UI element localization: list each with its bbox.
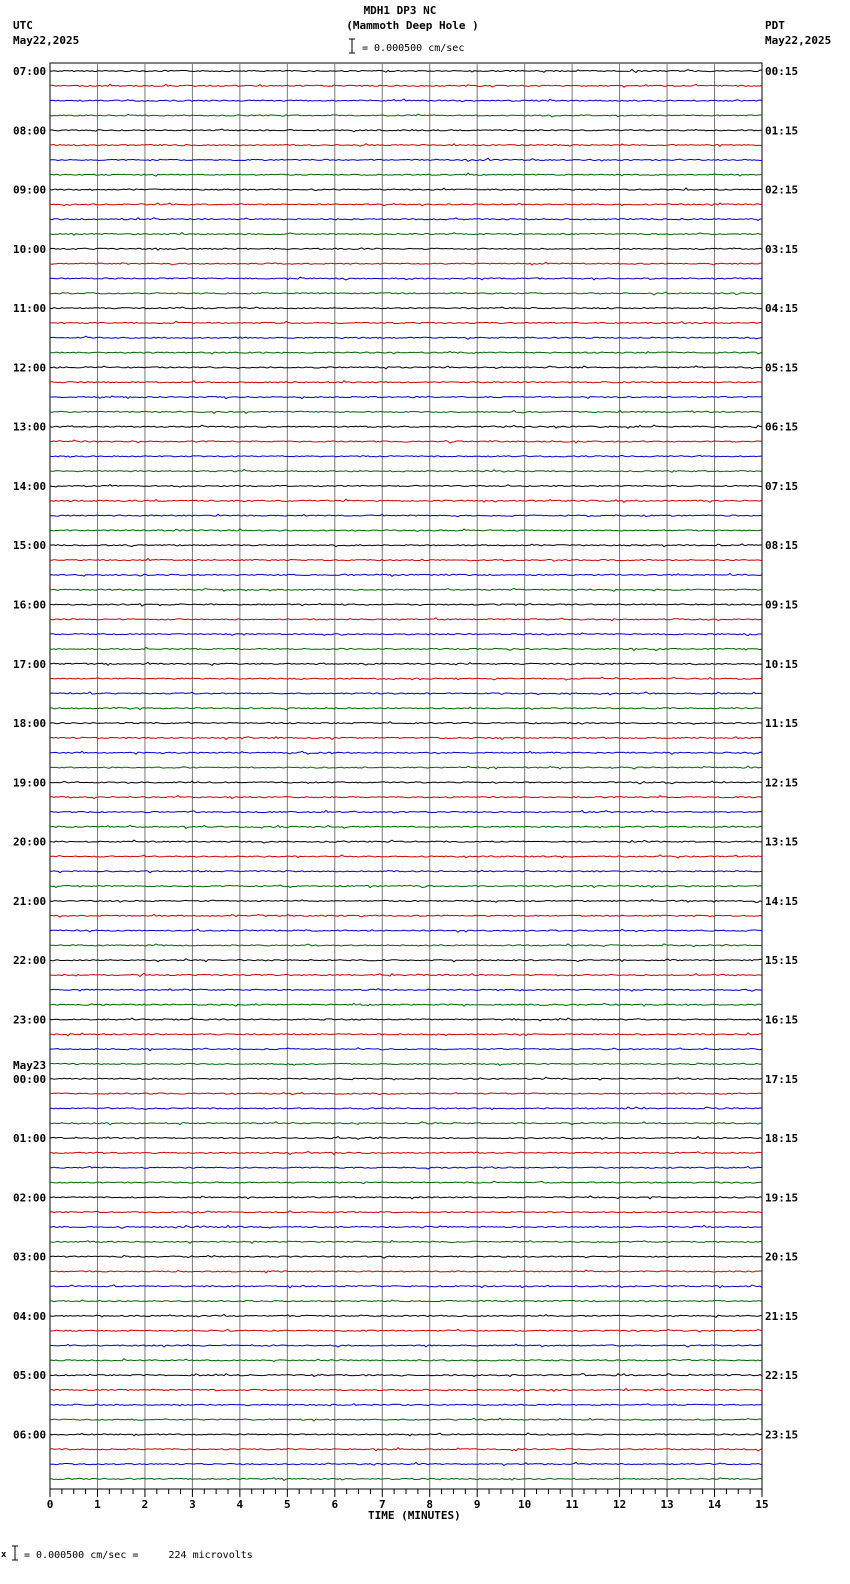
trace-line [50,158,762,161]
trace-line [50,1092,762,1094]
hour-label-pdt: 10:15 [765,657,799,671]
pdt-date: May22,2025 [765,34,832,47]
hour-label-utc: 09:00 [13,183,47,197]
trace-line [50,1463,762,1466]
hour-label-utc: 15:00 [13,539,47,553]
utc-label: UTC [13,19,33,32]
trace-line [50,914,762,917]
trace-line [50,1166,762,1169]
hour-label-utc: 11:00 [13,302,47,316]
x-tick-label: 15 [755,1498,769,1511]
trace-line [50,1404,762,1406]
hour-label-pdt: 12:15 [765,776,799,790]
hour-label-utc: 00:00 [13,1072,47,1086]
trace-line [50,99,762,102]
trace-line [50,1003,762,1006]
hour-label-pdt: 17:15 [765,1072,799,1086]
scale-text: = 0.000500 cm/sec [362,43,465,54]
trace-line [50,425,762,428]
date-change-label: May23 [13,1058,47,1072]
pdt-label: PDT [765,19,785,32]
trace-line [50,973,762,976]
hour-label-pdt: 02:15 [765,183,799,197]
x-tick-label: 14 [707,1498,722,1511]
footer-scale-text: = 0.000500 cm/sec = 224 microvolts [24,1550,253,1561]
trace-line [50,677,762,680]
trace-line [50,321,762,323]
trace-line [50,203,762,206]
hour-label-utc: 17:00 [13,657,47,671]
x-tick-label: 7 [378,1498,386,1511]
trace-line [50,1151,762,1154]
trace-line [50,233,762,236]
hour-label-pdt: 05:15 [765,361,799,375]
hour-label-pdt: 23:15 [765,1428,799,1442]
station-name: (Mammoth Deep Hole ) [346,19,479,32]
trace-line [50,544,762,547]
station-title: MDH1 DP3 NC [363,4,437,17]
hour-label-pdt: 21:15 [765,1309,799,1323]
trace-line [50,381,762,383]
trace-line [50,248,762,250]
trace-line [50,796,762,799]
trace-line [50,336,762,339]
trace-line [50,1122,762,1125]
hour-label-pdt: 19:15 [765,1191,799,1205]
trace-line [50,1359,762,1362]
xaxis-label: TIME (MINUTES) [368,1509,461,1522]
hour-label-utc: 19:00 [13,776,47,790]
trace-line [50,410,762,413]
trace-line [50,885,762,888]
trace-line [50,692,762,695]
trace-line [50,1211,762,1214]
hour-label-utc: 08:00 [13,124,47,138]
trace-line [50,514,762,517]
trace-line [50,1344,762,1347]
hour-label-utc: 05:00 [13,1369,47,1383]
hour-label-utc: 22:00 [13,954,47,968]
trace-line [50,1270,762,1273]
hour-label-utc: 03:00 [13,1250,47,1264]
trace-line [50,1300,762,1302]
trace-line [50,129,762,132]
trace-line [50,470,762,473]
hour-label-utc: 20:00 [13,835,47,849]
trace-line [50,1448,762,1451]
trace-line [50,69,762,72]
hour-label-pdt: 04:15 [765,302,799,316]
trace-line [50,604,762,607]
x-tick-label: 0 [46,1498,54,1511]
trace-line [50,870,762,873]
hour-label-pdt: 16:15 [765,1013,799,1027]
trace-line [50,662,762,665]
trace-line [50,307,762,309]
trace-line [50,1077,762,1080]
trace-line [50,1181,762,1183]
trace-line [50,959,762,962]
trace-line [50,455,762,457]
x-tick-label: 1 [94,1498,101,1511]
hour-label-utc: 23:00 [13,1013,47,1027]
trace-line [50,559,762,562]
trace-line [50,840,762,843]
trace-line [50,647,762,650]
trace-line [50,766,762,769]
hour-label-utc: 07:00 [13,65,47,78]
trace-line [50,440,762,443]
hour-label-utc: 14:00 [13,479,47,493]
hour-label-pdt: 20:15 [765,1250,799,1264]
trace-line [50,1048,762,1051]
trace-line [50,396,762,399]
x-tick-label: 2 [141,1498,149,1511]
trace-line [50,1063,762,1066]
hour-label-utc: 16:00 [13,598,47,612]
trace-line [50,1285,762,1288]
hour-label-pdt: 22:15 [765,1369,799,1383]
hour-label-pdt: 11:15 [765,717,799,731]
trace-line [50,292,762,295]
x-tick-label: 8 [426,1498,434,1511]
x-tick-label: 10 [518,1498,532,1511]
hour-label-pdt: 00:15 [765,65,799,78]
hour-label-pdt: 13:15 [765,835,799,849]
trace-line [50,188,762,191]
trace-line [50,1418,762,1421]
trace-line [50,810,762,813]
trace-line [50,529,762,531]
hour-label-pdt: 06:15 [765,420,799,434]
trace-line [50,1255,762,1258]
trace-line [50,929,762,932]
trace-line [50,618,762,621]
trace-line [50,218,762,221]
hour-label-pdt: 15:15 [765,954,799,968]
trace-line [50,277,762,280]
trace-line [50,573,762,576]
trace-line [50,900,762,903]
x-tick-label: 11 [565,1498,579,1511]
trace-line [50,173,762,176]
trace-line [50,737,762,740]
utc-date: May22,2025 [13,34,80,47]
hour-label-utc: 10:00 [13,242,47,256]
trace-line [50,499,762,502]
trace-line [50,366,762,369]
trace-line [50,114,762,117]
trace-line [50,1388,762,1391]
x-tick-label: 5 [284,1498,291,1511]
x-tick-label: 6 [331,1498,339,1511]
hour-label-utc: 21:00 [13,894,47,908]
x-tick-label: 13 [660,1498,674,1511]
hour-label-utc: 04:00 [13,1309,47,1323]
trace-line [50,707,762,710]
trace-line [50,944,762,947]
trace-line [50,1196,762,1199]
hour-label-pdt: 09:15 [765,598,799,612]
footer-mark: x [1,1550,7,1560]
trace-line [50,351,762,354]
trace-line [50,1137,762,1140]
trace-line [50,588,762,591]
trace-line [50,633,762,636]
trace-line [50,262,762,265]
x-tick-label: 4 [236,1498,244,1511]
trace-line [50,1241,762,1244]
trace-line [50,1225,762,1228]
hour-label-utc: 12:00 [13,361,47,375]
trace-line [50,1033,762,1036]
trace-line [50,1018,762,1021]
x-tick-label: 9 [473,1498,481,1511]
plot-frame [50,63,762,1489]
hour-label-utc: 13:00 [13,420,47,434]
hour-label-pdt: 14:15 [765,894,799,908]
trace-line [50,781,762,784]
trace-line [50,1329,762,1332]
trace-line [50,855,762,858]
x-tick-label: 3 [189,1498,196,1511]
trace-line [50,485,762,488]
footer-scale-bar-icon [11,1545,19,1561]
hour-label-pdt: 01:15 [765,124,799,138]
hour-label-utc: 06:00 [13,1428,47,1442]
trace-line [50,1374,762,1377]
hour-label-utc: 01:00 [13,1132,47,1146]
trace-line [50,722,762,725]
trace-line [50,989,762,992]
trace-line [50,144,762,147]
hour-label-utc: 02:00 [13,1191,47,1205]
hour-label-pdt: 18:15 [765,1132,799,1146]
trace-line [50,825,762,828]
hour-label-pdt: 07:15 [765,479,799,493]
trace-line [50,1433,762,1436]
hour-label-utc: 18:00 [13,717,47,731]
trace-line [50,1478,762,1481]
hour-label-pdt: 03:15 [765,242,799,256]
trace-line [50,1315,762,1318]
trace-line [50,751,762,754]
hour-label-pdt: 08:15 [765,539,799,553]
trace-line [50,1107,762,1110]
trace-line [50,84,762,87]
x-tick-label: 12 [612,1498,627,1511]
